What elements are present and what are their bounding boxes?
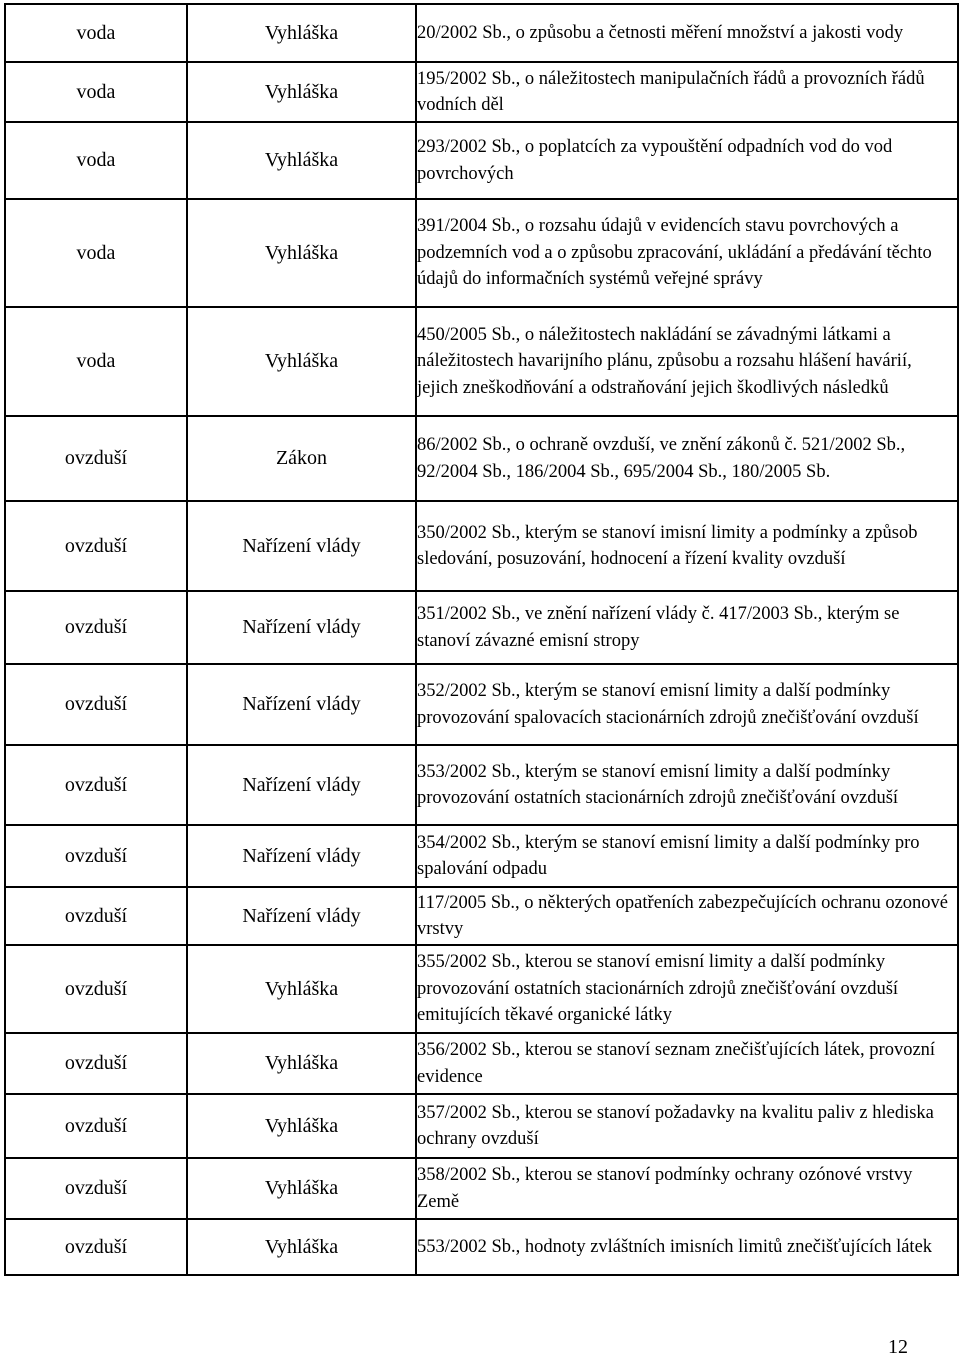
- legislation-table-body: [5, 4, 958, 1275]
- legal-type-cell: Vyhláška: [187, 1219, 416, 1275]
- regulation-cell: 350/2002 Sb., kterým se stanoví imisní limity a podmínky a způsob sledování, posuzování, hodnocení a řízení kvality ovzduší: [416, 501, 958, 591]
- table-row: [5, 1158, 958, 1219]
- table-row: [5, 307, 958, 416]
- table-row: [5, 664, 958, 745]
- environment-medium-cell: ovzduší: [5, 1094, 187, 1158]
- environment-medium-cell: ovzduší: [5, 591, 187, 664]
- environment-medium-cell: ovzduší: [5, 416, 187, 501]
- regulation-cell: 450/2005 Sb., o náležitostech nakládání se závadnými látkami a náležitostech havarijního plánu, způsobu a rozsahu hlášení havárií, jejich zneškodňování a odstraňování jejich škodlivých následků: [416, 307, 958, 416]
- regulation-cell: 352/2002 Sb., kterým se stanoví emisní limity a další podmínky provozování spalovacích stacionárních zdrojů znečišťování ovzduší: [416, 664, 958, 745]
- legal-type-cell: Nařízení vlády: [187, 825, 416, 887]
- table-row: [5, 591, 958, 664]
- legal-type-cell: Vyhláška: [187, 1033, 416, 1094]
- regulation-cell: 553/2002 Sb., hodnoty zvláštních imisních limitů znečišťujících látek: [416, 1219, 958, 1275]
- environment-medium-cell: voda: [5, 307, 187, 416]
- environment-medium-cell: voda: [5, 4, 187, 62]
- table-row: [5, 1094, 958, 1158]
- legal-type-cell: Vyhláška: [187, 1094, 416, 1158]
- table-row: [5, 4, 958, 62]
- legal-type-cell: Nařízení vlády: [187, 887, 416, 945]
- table-row: [5, 122, 958, 199]
- table-row: [5, 1033, 958, 1094]
- legal-type-cell: Nařízení vlády: [187, 664, 416, 745]
- environment-medium-cell: ovzduší: [5, 1033, 187, 1094]
- page-number: 12: [888, 1336, 908, 1358]
- environment-medium-cell: ovzduší: [5, 825, 187, 887]
- regulation-cell: 355/2002 Sb., kterou se stanoví emisní limity a další podmínky provozování ostatních stacionárních zdrojů znečišťování ovzduší emitujících těkavé organické látky: [416, 945, 958, 1033]
- environment-medium-cell: voda: [5, 122, 187, 199]
- table-row: [5, 825, 958, 887]
- legal-type-cell: Nařízení vlády: [187, 591, 416, 664]
- regulation-cell: 86/2002 Sb., o ochraně ovzduší, ve znění zákonů č. 521/2002 Sb., 92/2004 Sb., 186/2004 Sb., 695/2004 Sb., 180/2005 Sb.: [416, 416, 958, 501]
- environment-medium-cell: ovzduší: [5, 887, 187, 945]
- regulation-cell: 356/2002 Sb., kterou se stanoví seznam znečišťujících látek, provozní evidence: [416, 1033, 958, 1094]
- environment-medium-cell: ovzduší: [5, 1219, 187, 1275]
- regulation-cell: 358/2002 Sb., kterou se stanoví podmínky ochrany ozónové vrstvy Země: [416, 1158, 958, 1219]
- environment-medium-cell: ovzduší: [5, 1158, 187, 1219]
- regulation-cell: 195/2002 Sb., o náležitostech manipulačních řádů a provozních řádů vodních děl: [416, 62, 958, 122]
- regulation-cell: 357/2002 Sb., kterou se stanoví požadavky na kvalitu paliv z hlediska ochrany ovzduší: [416, 1094, 958, 1158]
- legal-type-cell: Vyhláška: [187, 307, 416, 416]
- environment-medium-cell: ovzduší: [5, 945, 187, 1033]
- environment-medium-cell: voda: [5, 62, 187, 122]
- table-row: [5, 199, 958, 307]
- environment-medium-cell: voda: [5, 199, 187, 307]
- legal-type-cell: Zákon: [187, 416, 416, 501]
- environment-medium-cell: ovzduší: [5, 664, 187, 745]
- legal-type-cell: Vyhláška: [187, 122, 416, 199]
- table-row: [5, 1219, 958, 1275]
- table-row: [5, 501, 958, 591]
- table-row: [5, 745, 958, 825]
- legal-type-cell: Vyhláška: [187, 199, 416, 307]
- legislation-table: [4, 3, 959, 1276]
- regulation-cell: 293/2002 Sb., o poplatcích za vypouštění odpadních vod do vod povrchových: [416, 122, 958, 199]
- table-row: [5, 62, 958, 122]
- regulation-cell: 391/2004 Sb., o rozsahu údajů v evidencích stavu povrchových a podzemních vod a o způsobu zpracování, ukládání a předávání těchto údajů do informačních systémů veřejné správy: [416, 199, 958, 307]
- table-row: [5, 887, 958, 945]
- regulation-cell: 117/2005 Sb., o některých opatřeních zabezpečujících ochranu ozonové vrstvy: [416, 887, 958, 945]
- legal-type-cell: Vyhláška: [187, 945, 416, 1033]
- environment-medium-cell: ovzduší: [5, 501, 187, 591]
- legal-type-cell: Nařízení vlády: [187, 745, 416, 825]
- regulation-cell: 353/2002 Sb., kterým se stanoví emisní limity a další podmínky provozování ostatních stacionárních zdrojů znečišťování ovzduší: [416, 745, 958, 825]
- regulation-cell: 354/2002 Sb., kterým se stanoví emisní limity a další podmínky pro spalování odpadu: [416, 825, 958, 887]
- environment-medium-cell: ovzduší: [5, 745, 187, 825]
- legal-type-cell: Vyhláška: [187, 62, 416, 122]
- table-row: [5, 945, 958, 1033]
- table-row: [5, 416, 958, 501]
- legal-type-cell: Vyhláška: [187, 1158, 416, 1219]
- regulation-cell: 351/2002 Sb., ve znění nařízení vlády č. 417/2003 Sb., kterým se stanoví závazné emisní stropy: [416, 591, 958, 664]
- regulation-cell: 20/2002 Sb., o způsobu a četnosti měření množství a jakosti vody: [416, 4, 958, 62]
- legal-type-cell: Nařízení vlády: [187, 501, 416, 591]
- legal-type-cell: Vyhláška: [187, 4, 416, 62]
